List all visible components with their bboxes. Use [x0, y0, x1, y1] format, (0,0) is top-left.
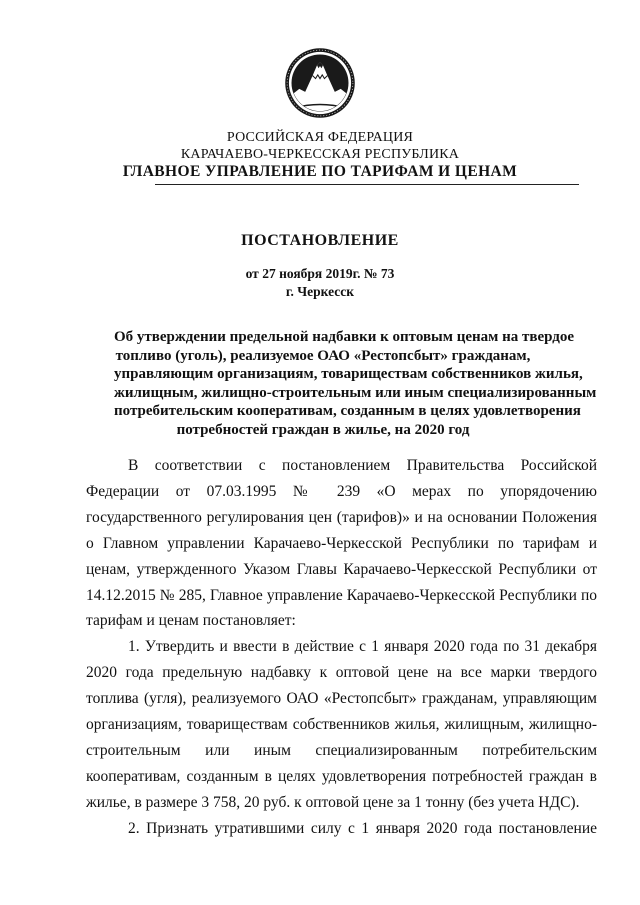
body-line: организациям, товариществам собственников жилья, жилищным, жилищно- [86, 716, 597, 734]
header-agency: ГЛАВНОЕ УПРАВЛЕНИЕ ПО ТАРИФАМ И ЦЕНАМ [122, 163, 518, 180]
body-line: 2. Признать утратившими силу с 1 января 2020 года постановление [128, 819, 597, 837]
subject-line: топливо (уголь), реализуемое ОАО «Рестопсбыт» гражданам, [115, 347, 531, 364]
body-line: 1. Утвердить и ввести в действие с 1 января 2020 года по 31 декабря [128, 638, 597, 656]
subject-line: потребительским кооперативам, созданным в целях удовлетворения [114, 403, 581, 419]
subject-line: жилищным, жилищно-строительным или иным специализированным [114, 384, 597, 401]
body-line: Федерации от 07.03.1995 № 239 «О мерах по упорядочению [86, 482, 597, 500]
body-line: В соответствии с постановлением Правительства Российской [128, 457, 597, 474]
document-type: ПОСТАНОВЛЕНИЕ [241, 232, 399, 249]
body-line: строительным или иным специализированным потребительским [86, 741, 597, 759]
body-line: ценам, утвержденного Указом Главы Карачаево-Черкесской Республики от [86, 560, 597, 578]
header-divider [155, 184, 579, 185]
subject-line: управляющим организациям, товариществам собственников жилья, [114, 366, 583, 382]
document-date-number: от 27 ноября 2019г. № 73 [245, 266, 395, 281]
body-line: о Главном управлении Карачаево-Черкесской Республики по тарифам и [86, 534, 597, 552]
document-body [86, 453, 597, 842]
document-city: г. Черкесск [285, 284, 355, 299]
body-line: 2020 года предельную надбавку к оптовой цене на все марки твердого [86, 664, 597, 682]
header-republic: КАРАЧАЕВО-ЧЕРКЕССКАЯ РЕСПУБЛИКА [180, 147, 460, 162]
body-line: государственного регулирования цен (тарифов)» и на основании Положения [86, 508, 597, 526]
subject-line: потребностей граждан в жилье, на 2020 год [176, 421, 470, 438]
body-line: тарифам и ценам постановляет: [86, 612, 296, 630]
body-line: 14.12.2015 № 285, Главное управление Карачаево-Черкесской Республики по [86, 586, 597, 604]
body-line: жилье, в размере 3 758, 20 руб. к оптовой цене за 1 тонну (без учета НДС). [86, 793, 580, 811]
coat-of-arms-emblem [283, 46, 357, 120]
body-line: топлива (угля), реализуемого ОАО «Рестопсбыт» гражданам, управляющим [86, 690, 597, 708]
subject-line: Об утверждении предельной надбавки к оптовым ценам на твердое [114, 329, 575, 345]
header-country: РОССИЙСКАЯ ФЕДЕРАЦИЯ [226, 130, 414, 145]
document-subject [114, 328, 597, 439]
body-line: кооперативам, созданным в целях удовлетворения потребностей граждан в [86, 767, 597, 785]
